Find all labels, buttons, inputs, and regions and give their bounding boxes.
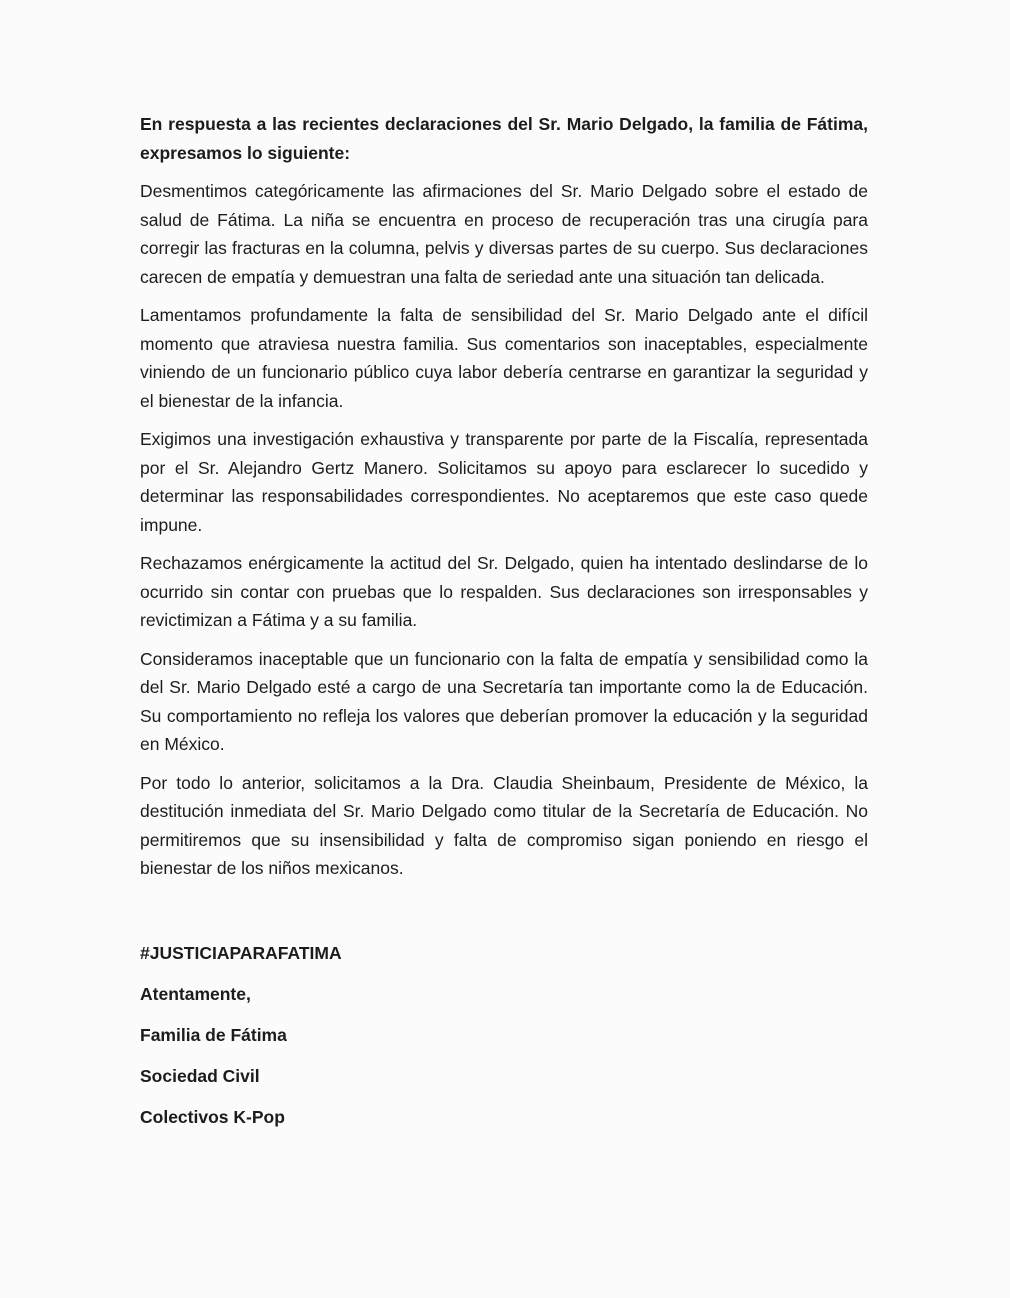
paragraph-lack-of-sensitivity: Lamentamos profundamente la falta de sensibilidad del Sr. Mario Delgado ante el difícil momento que atraviesa nuestra familia. Sus comentarios son inaceptables, especialmente viniendo de un funcionario público cuya labor debería centrarse en garantizar la seguridad y el bienestar de la infancia. <box>140 305 868 411</box>
intro-heading: En respuesta a las recientes declaraciones del Sr. Mario Delgado, la familia de Fátima, expresamos lo siguiente: <box>140 114 868 163</box>
signoff: Atentamente, <box>140 983 251 1004</box>
paragraph-investigation-demand: Exigimos una investigación exhaustiva y transparente por parte de la Fiscalía, representada por el Sr. Alejandro Gertz Manero. Solicitamos su apoyo para esclarecer lo sucedido y determinar las responsabilidades correspondientes. No aceptaremos que este caso quede impune. <box>140 429 868 535</box>
signatory-kpop-collectives: Colectivos K-Pop <box>140 1106 285 1127</box>
paragraph-unacceptable-official: Consideramos inaceptable que un funcionario con la falta de empatía y sensibilidad como la del Sr. Mario Delgado esté a cargo de una Secretaría tan importante como la de Educación. Su comportamiento no refleja los valores que deberían promover la educación y la seguridad en México. <box>140 648 868 754</box>
paragraph-dismissal-request: Por todo lo anterior, solicitamos a la Dra. Claudia Sheinbaum, Presidente de México, la destitución inmediata del Sr. Mario Delgado como titular de la Secretaría de Educación. No permitiremos que su insensibilidad y falta de compromiso sigan poniendo en riesgo el bienestar de los niños mexicanos. <box>140 772 868 878</box>
document-body <box>140 110 868 1144</box>
signatory-civil-society: Sociedad Civil <box>140 1065 260 1086</box>
paragraph-rejection: Rechazamos enérgicamente la actitud del Sr. Delgado, quien ha intentado deslindarse de lo ocurrido sin contar con pruebas que lo respalden. Sus declaraciones son irresponsables y revictimizan a Fátima y a su familia. <box>140 553 868 630</box>
hashtag: #JUSTICIAPARAFATIMA <box>140 942 342 963</box>
signatory-family: Familia de Fátima <box>140 1024 287 1045</box>
closing-block <box>140 939 868 1132</box>
paragraph-health-status: Desmentimos categóricamente las afirmaciones del Sr. Mario Delgado sobre el estado de salud de Fátima. La niña se encuentra en proceso de recuperación tras una cirugía para corregir las fracturas en la columna, pelvis y diversas partes de su cuerpo. Sus declaraciones carecen de empatía y demuestran una falta de seriedad ante una situación tan delicada. <box>140 181 868 287</box>
